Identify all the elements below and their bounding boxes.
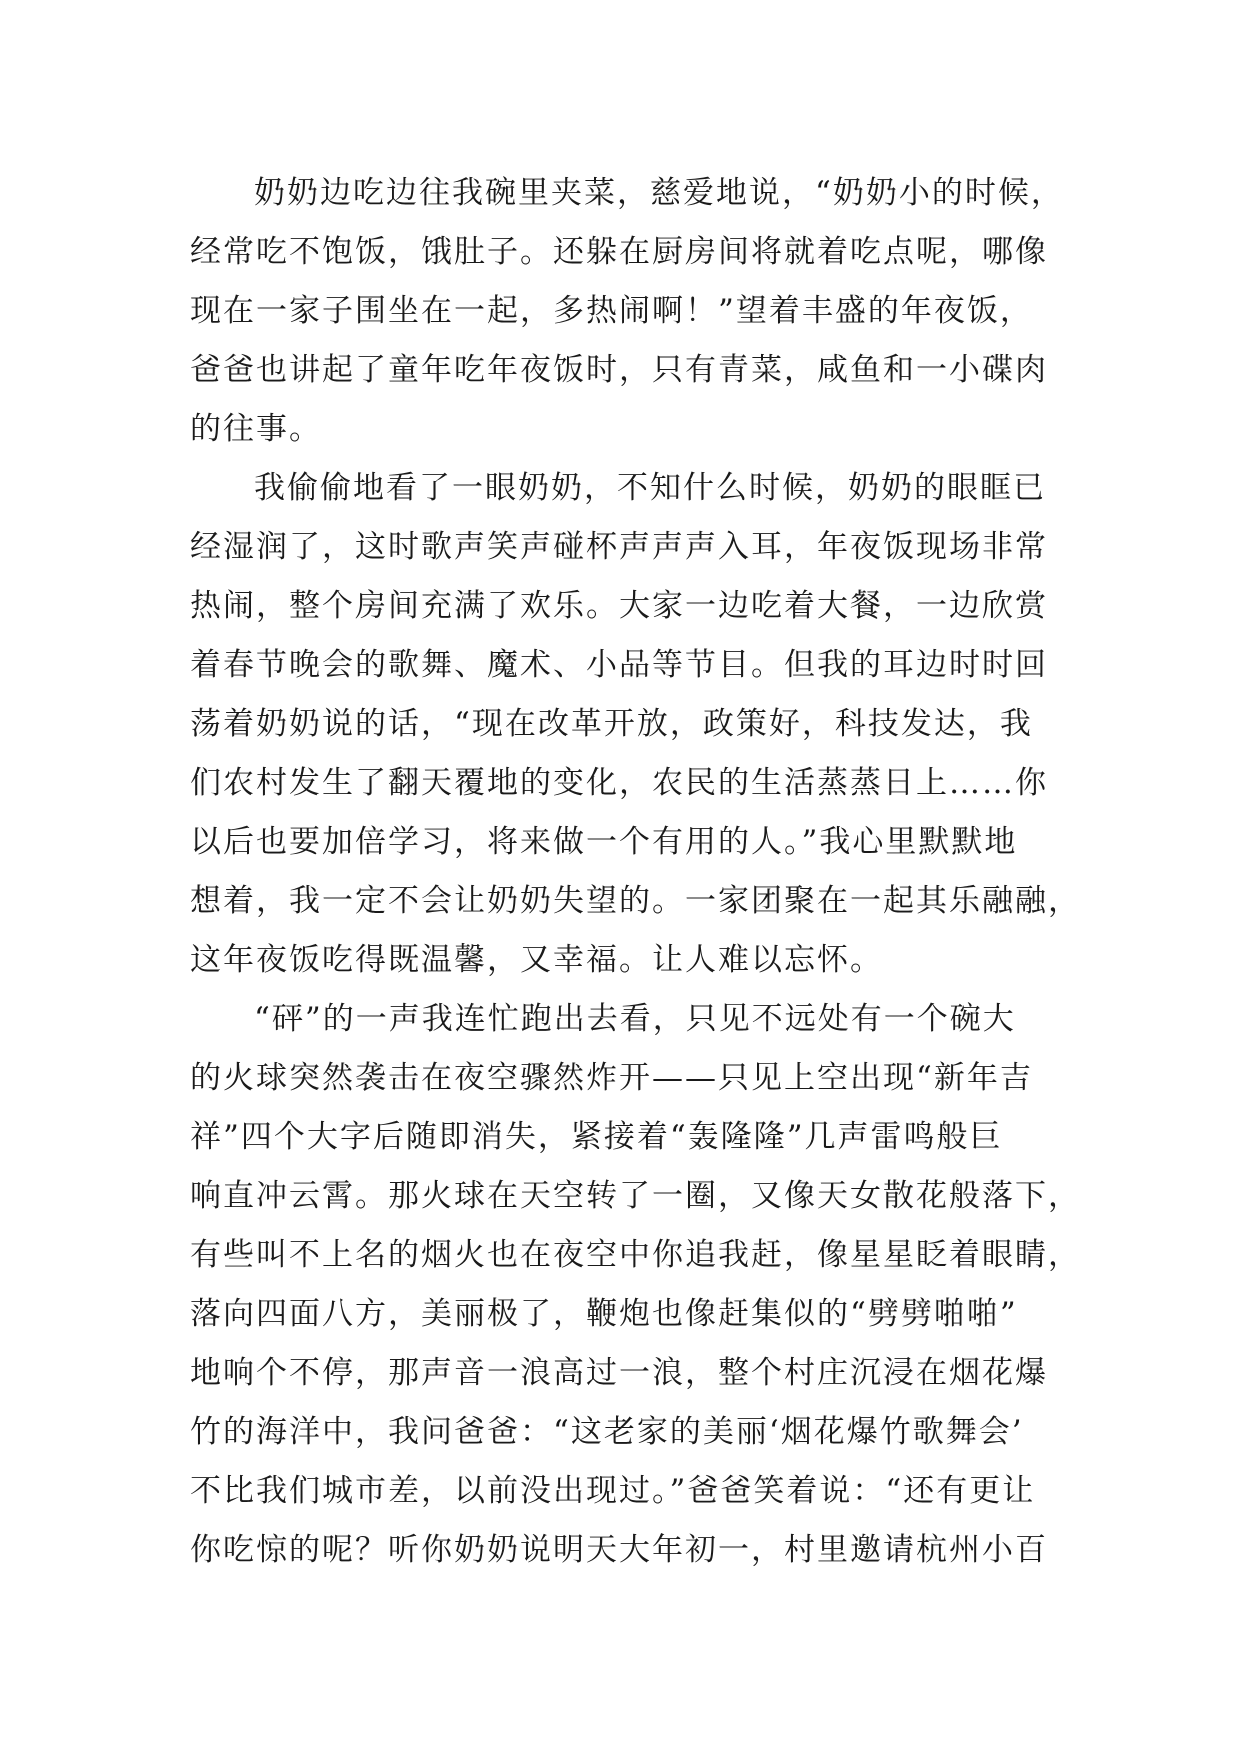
text-line: 现在一家子围坐在一起，多热闹啊！”望着丰盛的年夜饭， bbox=[190, 293, 1033, 329]
text-line: 奶奶边吃边往我碗里夹菜，慈爱地说，“奶奶小的时候， bbox=[254, 175, 1064, 211]
text-line: 地响个不停，那声音一浪高过一浪，整个村庄沉浸在烟花爆 bbox=[190, 1355, 1048, 1391]
text-line: 响直冲云霄。那火球在天空转了一圈，又像天女散花般落下， bbox=[190, 1178, 1081, 1214]
paragraph-3 bbox=[190, 990, 1081, 1580]
text-line: 热闹，整个房间充满了欢乐。大家一边吃着大餐，一边欣赏 bbox=[190, 588, 1048, 624]
text-line: 这年夜饭吃得既温馨，又幸福。让人难以忘怀。 bbox=[190, 942, 883, 978]
text-line: 祥”四个大字后随即消失，紧接着“轰隆隆”几声雷鸣般巨 bbox=[190, 1119, 1003, 1155]
text-line: 的火球突然袭击在夜空骤然炸开——只见上空出现“新年吉 bbox=[190, 1060, 1033, 1096]
text-line: 爸爸也讲起了童年吃年夜饭时，只有青菜，咸鱼和一小碟肉 bbox=[190, 352, 1048, 388]
text-line: 不比我们城市差，以前没出现过。”爸爸笑着说：“还有更让 bbox=[190, 1473, 1036, 1509]
text-line: 有些叫不上名的烟火也在夜空中你追我赶，像星星眨着眼睛， bbox=[190, 1237, 1081, 1273]
text-line: 荡着奶奶说的话，“现在改革开放，政策好，科技发达，我 bbox=[190, 706, 1033, 742]
text-line: 着春节晚会的歌舞、魔术、小品等节目。但我的耳边时时回 bbox=[190, 647, 1048, 683]
text-line: 以后也要加倍学习，将来做一个有用的人。”我心里默默地 bbox=[190, 824, 1018, 860]
text-line: 我偷偷地看了一眼奶奶，不知什么时候，奶奶的眼眶已 bbox=[254, 470, 1046, 506]
text-line: 的往事。 bbox=[190, 411, 322, 447]
text-line: 们农村发生了翻天覆地的变化，农民的生活蒸蒸日上……你 bbox=[190, 765, 1048, 801]
paragraph-2 bbox=[190, 459, 1081, 990]
text-line: 落向四面八方，美丽极了，鞭炮也像赶集似的“劈劈啪啪” bbox=[190, 1296, 1018, 1332]
text-line: 经湿润了，这时歌声笑声碰杯声声声入耳，年夜饭现场非常 bbox=[190, 529, 1048, 565]
text-line: 你吃惊的呢？听你奶奶说明天大年初一，村里邀请杭州小百 bbox=[190, 1532, 1048, 1568]
paragraph-1 bbox=[190, 164, 1070, 459]
text-line: 经常吃不饱饭，饿肚子。还躲在厨房间将就着吃点呢，哪像 bbox=[190, 234, 1048, 270]
text-line: 竹的海洋中，我问爸爸：“这老家的美丽‘烟花爆竹歌舞会’ bbox=[190, 1414, 1024, 1450]
document-body bbox=[190, 164, 1081, 1580]
text-line: “砰”的一声我连忙跑出去看，只见不远处有一个碗大 bbox=[254, 1001, 1016, 1037]
text-line: 想着，我一定不会让奶奶失望的。一家团聚在一起其乐融融， bbox=[190, 883, 1081, 919]
